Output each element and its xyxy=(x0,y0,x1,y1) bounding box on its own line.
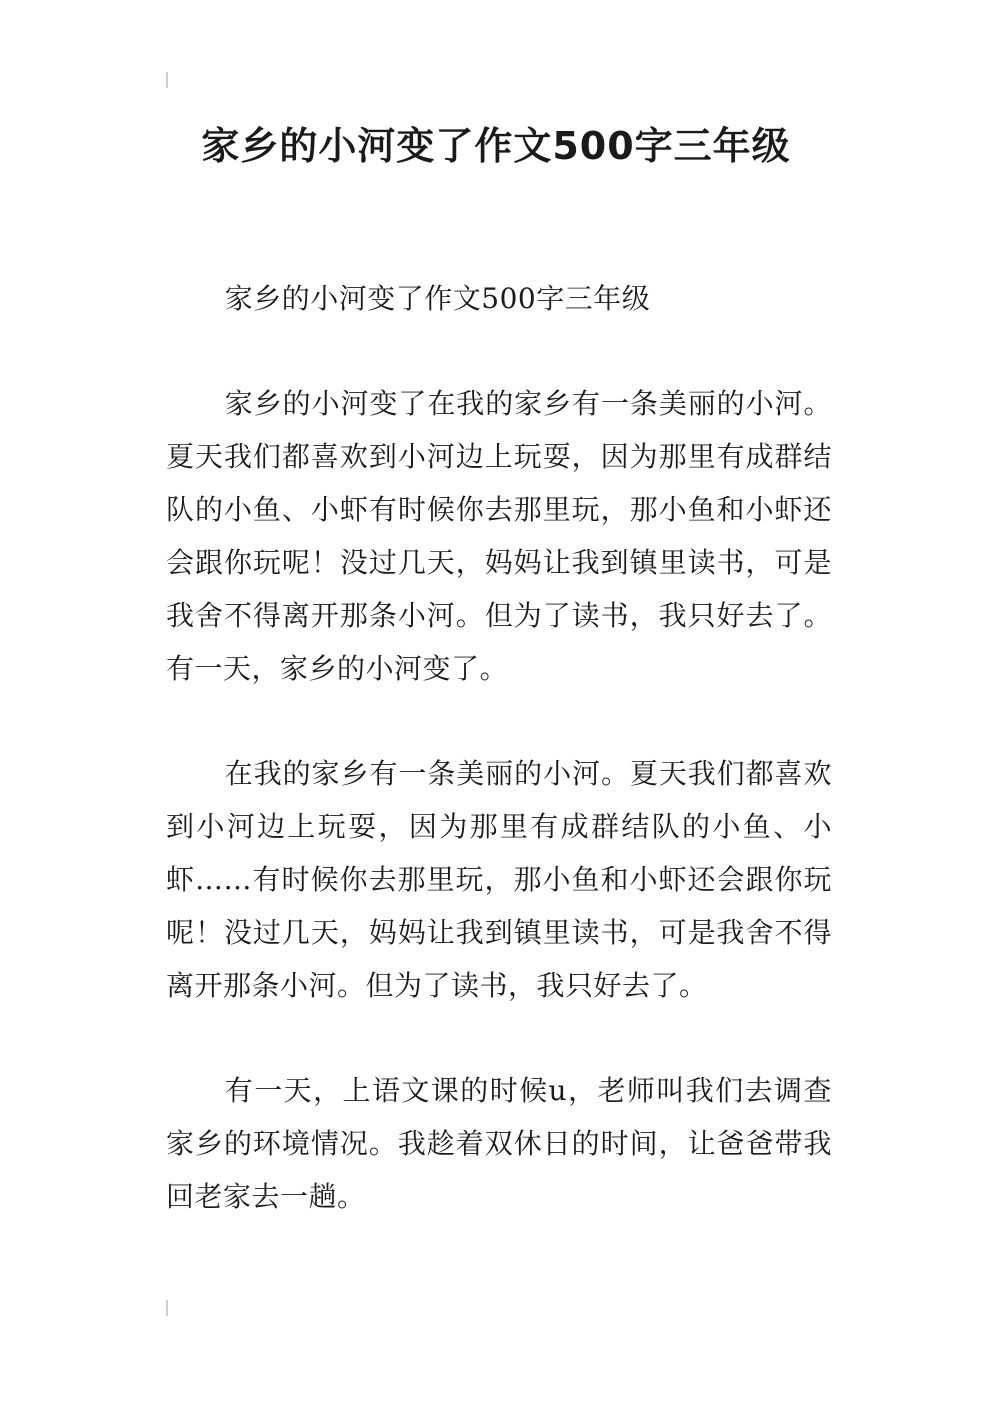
document-body xyxy=(166,272,832,1275)
page-corner-mark-top xyxy=(166,72,168,88)
document-title: 家乡的小河变了作文500字三年级 xyxy=(201,124,791,168)
paragraph-2: 在我的家乡有一条美丽的小河。夏天我们都喜欢到小河边上玩耍，因为那里有成群结队的小鱼、小虾……有时候你去那里玩，那小鱼和小虾还会跟你玩呢！没过几天，妈妈让我到镇里读书，可是我舍不得离开那条小河。但为了读书，我只好去了。 xyxy=(166,757,832,1002)
page-corner-mark-bottom xyxy=(166,1300,168,1316)
paragraph-1: 家乡的小河变了在我的家乡有一条美丽的小河。夏天我们都喜欢到小河边上玩耍，因为那里有成群结队的小鱼、小虾有时候你去那里玩，那小鱼和小虾还会跟你玩呢！没过几天，妈妈让我到镇里读书，可是我舍不得离开那条小河。但为了读书，我只好去了。有一天，家乡的小河变了。 xyxy=(166,387,832,685)
document-subtitle: 家乡的小河变了作文500字三年级 xyxy=(224,282,651,315)
paragraph-3: 有一天，上语文课的时候u，老师叫我们去调查家乡的环境情况。我趁着双休日的时间，让爸爸带我回老家去一趟。 xyxy=(166,1074,832,1213)
